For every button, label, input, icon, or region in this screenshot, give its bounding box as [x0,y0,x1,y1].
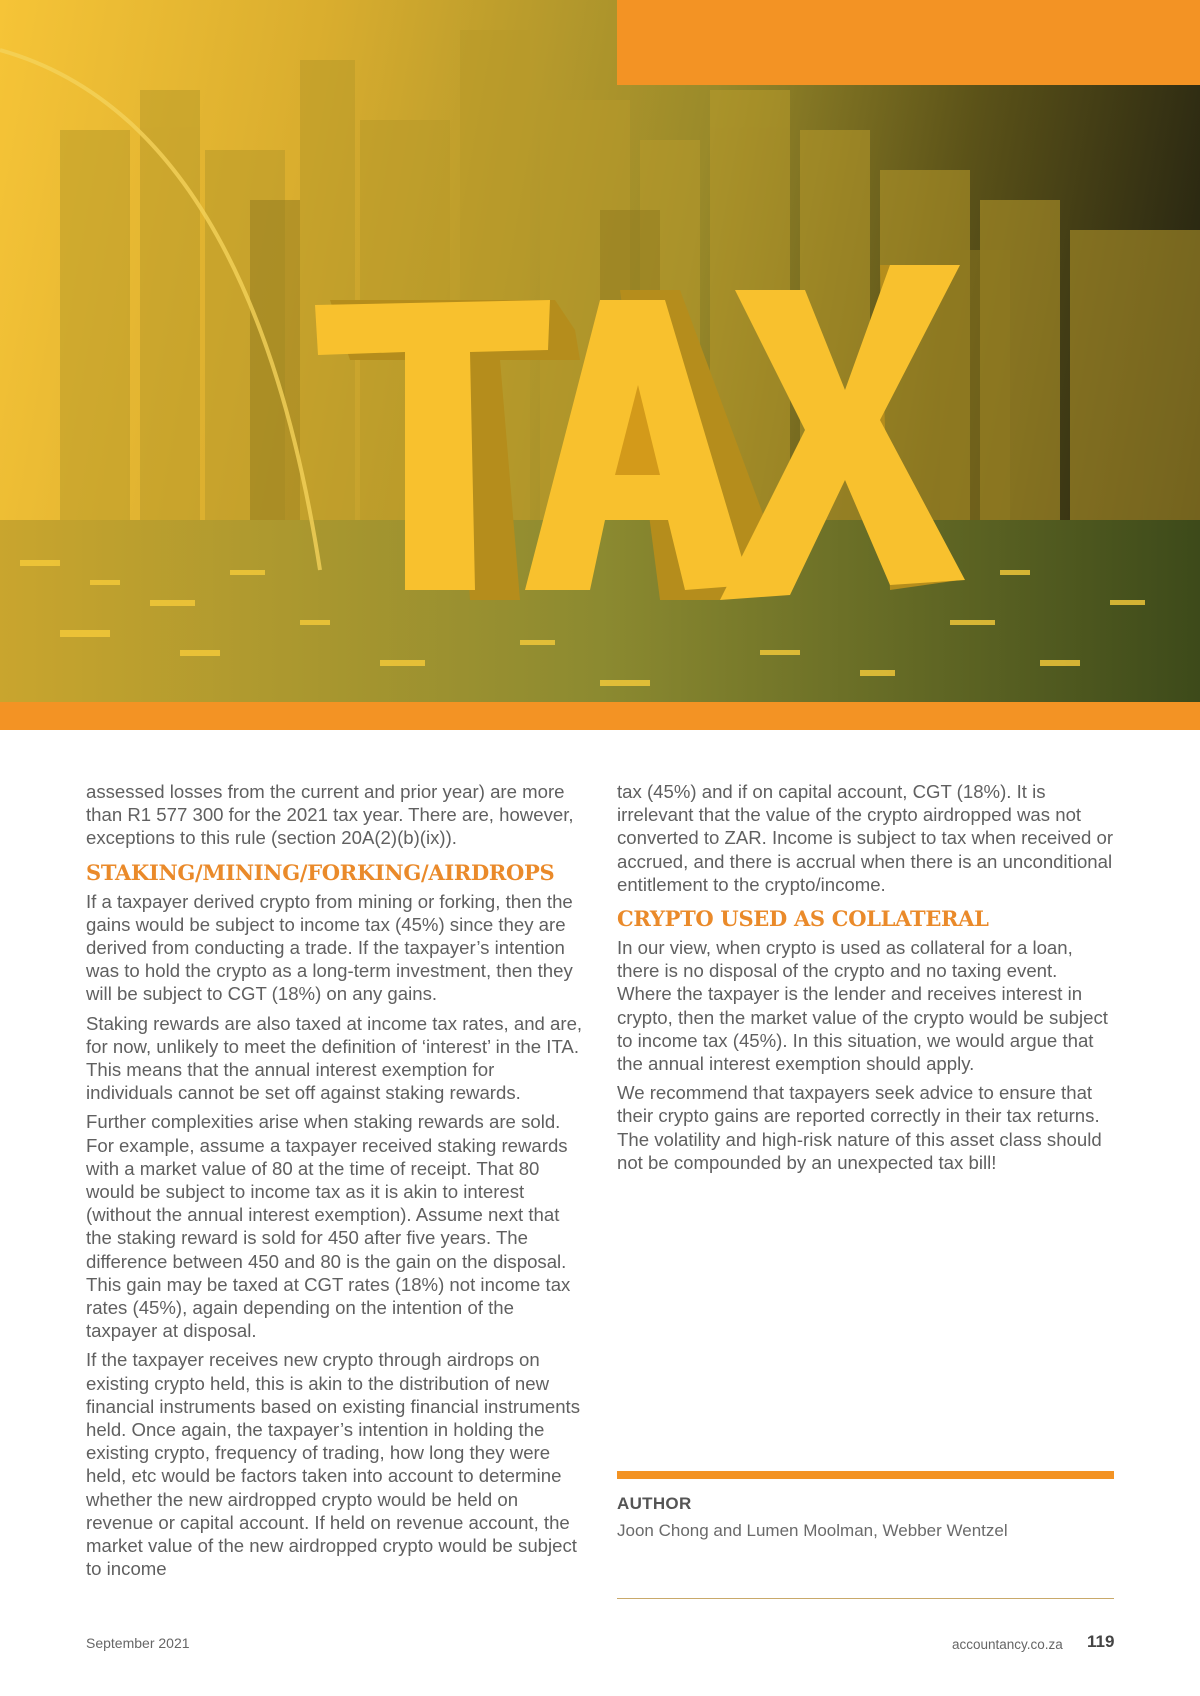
author-rule [617,1598,1114,1599]
paragraph: In our view, when crypto is used as collateral for a loan, there is no disposal of the crypto and no taxing event. Where the taxpayer is the lender and receives interest in crypto, then the market value of the crypto would be subject to income tax (45%). In this situation, we would argue that the annual interest exemption should apply. [617,937,1108,1075]
paragraph: If the taxpayer receives new crypto through airdrops on existing crypto held, this is akin to the distribution of new financial instruments based on existing financial instruments held. Once again, the taxpayer’s intention in holding the existing crypto, frequency of trading, how long they were held, etc would be factors taken into account to determine whether the new airdropped crypto would be held on revenue or capital account. If held on revenue account, the market value of the new airdropped crypto would be subject to income [86,1349,581,1580]
section-heading-staking: STAKING/MINING/FORKING/AIRDROPS [86,859,555,885]
author-name: Joon Chong and Lumen Moolman, Webber Wentzel [617,1521,1008,1540]
paragraph: If a taxpayer derived crypto from mining or forking, then the gains would be subject to income tax (45%) since they are derived from conducting a trade. If the taxpayer’s intention was to hold the crypto as a long-term investment, then they will be subject to CGT (18%) on any gains. [86,890,573,1005]
paragraph: We recommend that taxpayers seek advice to ensure that their crypto gains are reported correctly in their tax returns. The volatility and high-risk nature of this asset class should not be compounded by an unexpected tax bill! [617,1082,1102,1173]
page-number: 119 [1087,1632,1115,1651]
footer-date: September 2021 [86,1635,190,1651]
author-divider [617,1471,1114,1479]
paragraph: tax (45%) and if on capital account, CGT (18%). It is irrelevant that the value of the crypto airdropped was not converted to ZAR. Income is subject to tax when received or accrued, and there is accrual when there is an unconditional entitlement to the crypto/income. [617,781,1114,895]
author-title: AUTHOR [617,1494,692,1513]
orange-bottom-bar [0,702,1200,730]
orange-top-bar [617,0,1200,85]
footer-site: accountancy.co.za [952,1637,1063,1652]
hero-image [0,0,1200,730]
paragraph: assessed losses from the current and prior year) are more than R1 577 300 for the 2021 tax year. There are, however, exceptions to this rule (section 20A(2)(b)(ix)). [86,781,574,849]
paragraph: Further complexities arise when staking rewards are sold. For example, assume a taxpayer received staking rewards with a market value of 80 at the time of receipt. That 80 would be subject to income tax as it is akin to interest (without the annual interest exemption). Assume next that the staking reward is sold for 450 after five years. The difference between 450 and 80 is the gain on the disposal. This gain may be taxed at CGT rates (18%) not income tax rates (45%), again depending on the intention of the taxpayer at disposal. [86,1111,571,1342]
section-heading-collateral: CRYPTO USED AS COLLATERAL [617,906,989,932]
paragraph: Staking rewards are also taxed at income tax rates, and are, for now, unlikely to meet the definition of ‘interest’ in the ITA. This means that the annual interest exemption for individuals cannot be set off against staking rewards. [86,1012,583,1104]
left-column [86,780,586,1587]
right-column [617,780,1117,1180]
tax-illustration [0,0,1200,730]
